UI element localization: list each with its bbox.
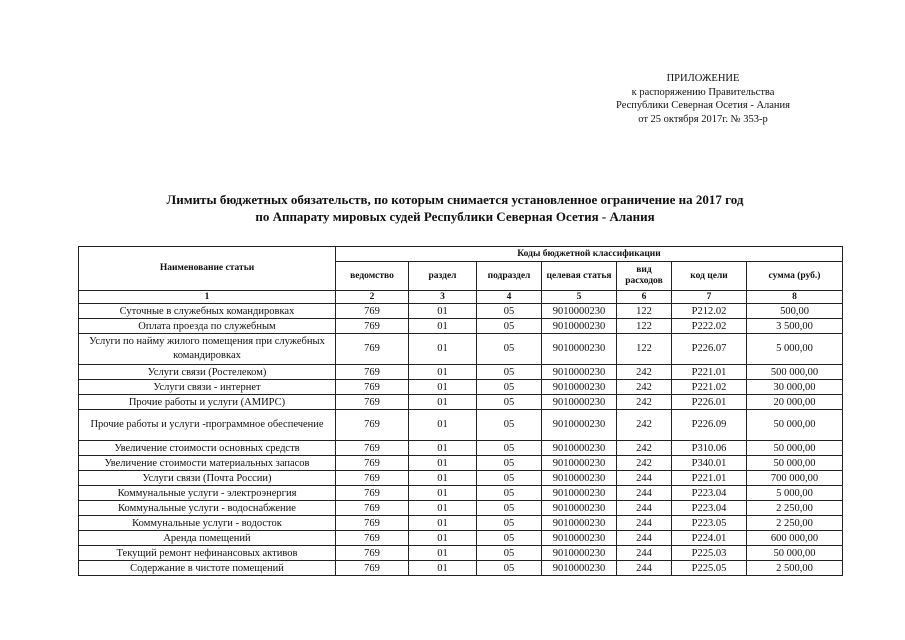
- cell-item-name: Коммунальные услуги - водоснабжение: [79, 501, 336, 516]
- table-row: [79, 395, 843, 410]
- cell-item-name: Коммунальные услуги - водосток: [79, 516, 336, 531]
- cell-expense-type: 244: [617, 501, 672, 516]
- cell-item-name: Услуги связи - интернет: [79, 380, 336, 395]
- cell-vedomstvo: 769: [336, 395, 409, 410]
- cell-expense-type: 122: [617, 334, 672, 365]
- cell-target-article: 9010000230: [542, 471, 617, 486]
- appendix-government: Республики Северная Осетия - Алания: [616, 100, 790, 111]
- cell-razdel: 01: [409, 456, 477, 471]
- cell-podrazdel: 05: [477, 516, 542, 531]
- table-row: [79, 304, 843, 319]
- cell-purpose-code: Р225.03: [672, 546, 747, 561]
- cell-target-article: 9010000230: [542, 334, 617, 365]
- cell-amount: 50 000,00: [747, 441, 843, 456]
- table-row: [79, 561, 843, 576]
- cell-razdel: 01: [409, 365, 477, 380]
- cell-item-name: Увеличение стоимости основных средств: [79, 441, 336, 456]
- cell-purpose-code: Р226.07: [672, 334, 747, 365]
- cell-item-name: Аренда помещений: [79, 531, 336, 546]
- cell-vedomstvo: 769: [336, 531, 409, 546]
- cell-target-article: 9010000230: [542, 365, 617, 380]
- cell-purpose-code: Р340.01: [672, 456, 747, 471]
- header-target-article: целевая статья: [542, 262, 617, 291]
- cell-target-article: 9010000230: [542, 441, 617, 456]
- column-number: 7: [672, 291, 747, 304]
- appendix-reference: к распоряжению Правительства: [631, 86, 775, 98]
- cell-amount: 2 500,00: [747, 561, 843, 576]
- appendix-block: [573, 72, 833, 126]
- cell-vedomstvo: 769: [336, 410, 409, 441]
- cell-purpose-code: Р223.04: [672, 486, 747, 501]
- table-row: [79, 531, 843, 546]
- cell-razdel: 01: [409, 334, 477, 365]
- cell-purpose-code: Р226.01: [672, 395, 747, 410]
- cell-expense-type: 244: [617, 516, 672, 531]
- cell-razdel: 01: [409, 441, 477, 456]
- header-amount: сумма (руб.): [747, 262, 843, 291]
- cell-vedomstvo: 769: [336, 441, 409, 456]
- table-row: [79, 334, 843, 365]
- column-number: 4: [477, 291, 542, 304]
- cell-purpose-code: Р221.01: [672, 471, 747, 486]
- cell-vedomstvo: 769: [336, 304, 409, 319]
- cell-podrazdel: 05: [477, 319, 542, 334]
- cell-podrazdel: 05: [477, 561, 542, 576]
- cell-target-article: 9010000230: [542, 546, 617, 561]
- cell-podrazdel: 05: [477, 456, 542, 471]
- cell-target-article: 9010000230: [542, 531, 617, 546]
- cell-target-article: 9010000230: [542, 486, 617, 501]
- column-number: 6: [617, 291, 672, 304]
- cell-amount: 500 000,00: [747, 365, 843, 380]
- cell-expense-type: 242: [617, 456, 672, 471]
- cell-target-article: 9010000230: [542, 304, 617, 319]
- cell-item-name: Содержание в чистоте помещений: [79, 561, 336, 576]
- cell-razdel: 01: [409, 486, 477, 501]
- cell-vedomstvo: 769: [336, 501, 409, 516]
- cell-amount: 500,00: [747, 304, 843, 319]
- cell-item-name: Увеличение стоимости материальных запасов: [79, 456, 336, 471]
- table-row: [79, 441, 843, 456]
- table-row: [79, 501, 843, 516]
- cell-amount: 700 000,00: [747, 471, 843, 486]
- cell-expense-type: 242: [617, 395, 672, 410]
- cell-item-name: Прочие работы и услуги (АМИРС): [79, 395, 336, 410]
- cell-expense-type: 242: [617, 365, 672, 380]
- header-vedomstvo: ведомство: [336, 262, 409, 291]
- cell-podrazdel: 05: [477, 304, 542, 319]
- cell-vedomstvo: 769: [336, 456, 409, 471]
- cell-expense-type: 244: [617, 471, 672, 486]
- cell-amount: 5 000,00: [747, 486, 843, 501]
- cell-vedomstvo: 769: [336, 319, 409, 334]
- cell-purpose-code: Р225.05: [672, 561, 747, 576]
- table-row: [79, 319, 843, 334]
- cell-purpose-code: Р221.02: [672, 380, 747, 395]
- cell-vedomstvo: 769: [336, 334, 409, 365]
- cell-podrazdel: 05: [477, 365, 542, 380]
- cell-item-name: Коммунальные услуги - электроэнергия: [79, 486, 336, 501]
- cell-expense-type: 242: [617, 410, 672, 441]
- cell-vedomstvo: 769: [336, 471, 409, 486]
- cell-purpose-code: Р223.05: [672, 516, 747, 531]
- cell-amount: 50 000,00: [747, 410, 843, 441]
- cell-razdel: 01: [409, 319, 477, 334]
- cell-amount: 50 000,00: [747, 546, 843, 561]
- cell-podrazdel: 05: [477, 531, 542, 546]
- appendix-date-number: от 25 октября 2017г. № 353-р: [638, 113, 768, 125]
- cell-amount: 2 250,00: [747, 501, 843, 516]
- cell-podrazdel: 05: [477, 546, 542, 561]
- cell-amount: 30 000,00: [747, 380, 843, 395]
- cell-razdel: 01: [409, 531, 477, 546]
- cell-vedomstvo: 769: [336, 516, 409, 531]
- header-razdel: раздел: [409, 262, 477, 291]
- cell-razdel: 01: [409, 546, 477, 561]
- cell-podrazdel: 05: [477, 501, 542, 516]
- header-podrazdel: подраздел: [477, 262, 542, 291]
- cell-purpose-code: Р212.02: [672, 304, 747, 319]
- cell-razdel: 01: [409, 471, 477, 486]
- cell-purpose-code: Р224.01: [672, 531, 747, 546]
- cell-target-article: 9010000230: [542, 380, 617, 395]
- cell-target-article: 9010000230: [542, 395, 617, 410]
- cell-expense-type: 244: [617, 546, 672, 561]
- cell-vedomstvo: 769: [336, 546, 409, 561]
- cell-vedomstvo: 769: [336, 486, 409, 501]
- cell-item-name: Услуги по найму жилого помещения при служебных командировках: [79, 334, 336, 365]
- cell-podrazdel: 05: [477, 380, 542, 395]
- column-number: 8: [747, 291, 843, 304]
- cell-podrazdel: 05: [477, 441, 542, 456]
- column-number: 3: [409, 291, 477, 304]
- budget-limits-table: [78, 246, 843, 576]
- document-title-line-1: Лимиты бюджетных обязательств, по которым снимается установленное ограничение на 2017 год: [166, 192, 744, 207]
- table-row: [79, 365, 843, 380]
- header-expense-type: вид расходов: [617, 262, 672, 291]
- cell-razdel: 01: [409, 561, 477, 576]
- cell-purpose-code: Р310.06: [672, 441, 747, 456]
- column-number: 1: [79, 291, 336, 304]
- cell-item-name: Оплата проезда по служебным: [79, 319, 336, 334]
- cell-target-article: 9010000230: [542, 501, 617, 516]
- cell-expense-type: 244: [617, 561, 672, 576]
- cell-expense-type: 122: [617, 304, 672, 319]
- cell-expense-type: 122: [617, 319, 672, 334]
- cell-target-article: 9010000230: [542, 456, 617, 471]
- cell-target-article: 9010000230: [542, 410, 617, 441]
- cell-expense-type: 242: [617, 380, 672, 395]
- cell-item-name: Текущий ремонт нефинансовых активов: [79, 546, 336, 561]
- header-name: Наименование статьи: [79, 247, 336, 291]
- cell-razdel: 01: [409, 501, 477, 516]
- table-body: [79, 304, 843, 576]
- cell-amount: 5 000,00: [747, 334, 843, 365]
- table-row: [79, 516, 843, 531]
- cell-razdel: 01: [409, 410, 477, 441]
- cell-vedomstvo: 769: [336, 365, 409, 380]
- column-number: 2: [336, 291, 409, 304]
- cell-target-article: 9010000230: [542, 319, 617, 334]
- cell-razdel: 01: [409, 380, 477, 395]
- cell-item-name: Прочие работы и услуги -программное обеспечение: [79, 410, 336, 441]
- cell-amount: 3 500,00: [747, 319, 843, 334]
- column-number: 5: [542, 291, 617, 304]
- document-title-line-2: по Аппарату мировых судей Республики Северная Осетия - Алания: [255, 209, 655, 224]
- cell-expense-type: 244: [617, 486, 672, 501]
- cell-podrazdel: 05: [477, 334, 542, 365]
- cell-vedomstvo: 769: [336, 380, 409, 395]
- appendix-label: ПРИЛОЖЕНИЕ: [666, 73, 740, 84]
- document-title: [60, 191, 850, 225]
- cell-podrazdel: 05: [477, 471, 542, 486]
- cell-podrazdel: 05: [477, 486, 542, 501]
- table-row: [79, 456, 843, 471]
- cell-razdel: 01: [409, 304, 477, 319]
- cell-razdel: 01: [409, 395, 477, 410]
- cell-amount: 2 250,00: [747, 516, 843, 531]
- cell-razdel: 01: [409, 516, 477, 531]
- table-row: [79, 486, 843, 501]
- cell-target-article: 9010000230: [542, 561, 617, 576]
- table-row: [79, 471, 843, 486]
- cell-amount: 20 000,00: [747, 395, 843, 410]
- cell-purpose-code: Р221.01: [672, 365, 747, 380]
- cell-purpose-code: Р222.02: [672, 319, 747, 334]
- cell-vedomstvo: 769: [336, 561, 409, 576]
- table-row: [79, 380, 843, 395]
- cell-item-name: Услуги связи (Ростелеком): [79, 365, 336, 380]
- cell-expense-type: 242: [617, 441, 672, 456]
- cell-item-name: Суточные в служебных командировках: [79, 304, 336, 319]
- cell-purpose-code: Р223.04: [672, 501, 747, 516]
- header-codes-group: Коды бюджетной классификации: [336, 247, 843, 262]
- table-row: [79, 546, 843, 561]
- cell-podrazdel: 05: [477, 410, 542, 441]
- cell-purpose-code: Р226.09: [672, 410, 747, 441]
- table-row: [79, 410, 843, 441]
- cell-podrazdel: 05: [477, 395, 542, 410]
- cell-amount: 50 000,00: [747, 456, 843, 471]
- cell-expense-type: 244: [617, 531, 672, 546]
- cell-item-name: Услуги связи (Почта России): [79, 471, 336, 486]
- cell-amount: 600 000,00: [747, 531, 843, 546]
- header-purpose-code: код цели: [672, 262, 747, 291]
- cell-target-article: 9010000230: [542, 516, 617, 531]
